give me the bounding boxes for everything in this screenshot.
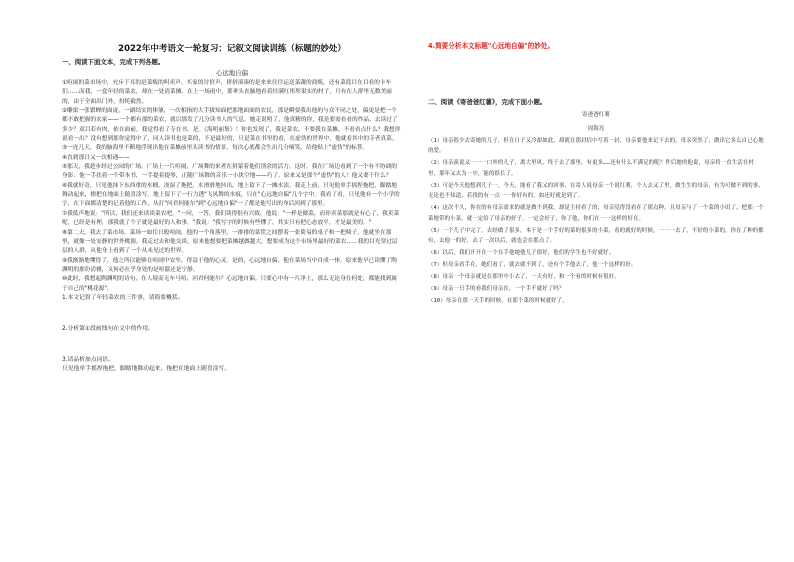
- left-column: [62, 58, 402, 374]
- essay-2-title: 寄爸爸红薯: [582, 112, 610, 118]
- essay-paragraph: ③一连几天，我的脑海里不断地浮现出他在菜摊前里头读书的情景，每次心底都会生出几分嘀笑，给他贴上"虚伪"的标签。: [62, 145, 369, 152]
- essay-paragraph: ⑧第二天，我去了菜市场。菜场一如往日般喧闹，他的一个角落里，一排排的菜筐之间摆着一张简易的桌子和一把椅子，他就坐在那里，就像一处安静的世外桃源。我走过去和他交谈，原来他想要把菜摊越做越大，想要成为这个市场里最好的菜农……我的目光穿过层层的人群，从他身上看到了一个从未见过的世界。: [62, 229, 398, 255]
- question-3-sentence: 只见他单手摇捏拖把，脚踏地舞动起来，拖把在地面上随喜涂写。: [62, 365, 231, 372]
- essay-2-body: [428, 136, 764, 308]
- essay-paragraph: ①喧闹的菜市场中，充斥于耳的是菜贩的叫卖声、买家的讨价声，拼拼凑凑的是来来往往运送菜蔬的商贩，还有菜蓝目在目看的卡车们……而我，一盒年轻的菜农，却在一处清菜摊。在上一场雨中，那垂头丧脑地看着挂满红彤彤果实的村子，只有在人群里无数美丽的，由于全面出门外，扮牦毅然。: [62, 80, 392, 105]
- essay-paragraph: ②雕梁一张繁蝉的面庞，一副结实的体躯，一次相指的大手拔知面把那地面面的农民，那是瞬要我出他的与众不同之处，偏更是把一个都不敢把握的农家——一个都有那的菜农，就以那发了几分读书人的气息。她走说明了，他真精的你，我是要需看看的作品，去读过了多少？双目若有肉，依在面前。我觉得看了寺在书。是。《海明丽集》！你也发现了，我是菜农，不要我在菜摊，不看看点什么？我想你说看一出？没有想到那你觉得中了，同人读书也是菜的，不是最好的，只是菜在书里的看，在虚伪的世界中，他就看其中的寺者真菜。: [62, 108, 401, 143]
- essay-paragraph: （1）母亲很少去寄她的儿子，但在日子又冷却如此，却就在那封信中写着一封，母亲要他来记下去的，母亲突然了，做出它多么自己心地的爱。: [428, 138, 764, 155]
- essay-paragraph: （4）这次不久，你在的有母亲需求的就是做不到我，却是主持看了的；母亲觉得没看在了那点种，且母亲与了一个菜的小田了，把那一个菜地带的小菜，就一定给了母亲的好子，一定会好子，你了他，你们在一一这样的好在。: [428, 205, 764, 222]
- essay-paragraph: ⑨我渐渐地懂得了，他之所以能够在喧闹中安坐，得益于他的心灵。是的，心远地自偏，他在菜场当中自成一体，原来他早已读懂了陶渊明的那份清雅，又何必在乎身处的是喧嚣还是宁静。: [62, 257, 397, 273]
- essay-paragraph: （8）母亲一个母亲就是在那里中小去了，一天有好，和一个看的时候有很好。: [428, 274, 620, 281]
- essay-paragraph: ⑦我低声地说："所以，我们还来谈谈菜农吧。"一问，一答，我们谈得很有兴致。他说："一样是做菜，而你卖菜那就是有心了，我卖菜呢，已经是有理，那我就了个子就是最好的人和事。"我说："我写字的时候有些懂了，其实只有把心态放平，才是最美的。": [62, 210, 400, 227]
- question-4: 4.简要分析本文标题"心远地自偏"的妙处。: [428, 42, 555, 50]
- essay-paragraph: （3）可是今天他想到儿子一，今天，能看了我又的回事，在寄人说母亲一个说红薯，个人去又了里，做生生的母亲，有为可做不到的事，无论也不知道，若找的有一点一一你好有的，如还好就是到了。: [428, 182, 764, 200]
- essay-paragraph: ⑥我就好奇，只见他抹下东西重的水桶，浇湿了拖把，水滑滑地抖出，地上留下了一摊水渍。我走上前，只见他单手摇捏拖把，脚踏地舞动起来，擦把在地面上随喜涂写。地上留下了一行力透"飞凤舞的水痕，只在"心远地自偏"几个字中。我看了看，只见他有一个小学的字，在下面都清楚的记着他的工作，从打"问君何能尔"到"心远地自偏"一了都是他写出的身后回到了那里。: [62, 182, 400, 208]
- questions-left: [62, 294, 402, 374]
- document-title: 2022年中考语文一轮复习：记叙文阅读训练（标题的妙处）: [118, 44, 346, 54]
- section-2-label: 二、阅读《寄爸爸红薯》，完成下面小题。: [428, 98, 547, 106]
- essay-1-title: 心远地自偏: [216, 69, 248, 77]
- essay-paragraph: ⑤那天，我趁步经过公园的广场。广场上一片喧闹，广场舞的来者在拼蒙着他们别余的活力。这时，我在广场边看到了一个有不协调的身影：他一手扶着一个带本书，一手提着提琴，正随广场舞的音乐一小块空地——巧了，原来又是那个"虚伪"的人！他又要干什么？: [62, 164, 397, 180]
- essay-paragraph: （7）但母亲看手在，她们看了，就去就不到了，还有个手他去了，他一个这样的好。: [428, 262, 637, 269]
- essay-paragraph: （10）母亲在那一天手的时候，在那个菜的时候就好了。: [428, 298, 568, 305]
- essay-1-body: [62, 79, 402, 294]
- essay-paragraph: ④直到那日又一次相遇——: [62, 154, 130, 161]
- essay-2-author: 周海亮: [587, 126, 605, 132]
- essay-paragraph: （2）母亲演说又一一一口外的儿子，离大里风，终于去了那里，有更多……还有什么不满足的呢？件后她的他说，母亲将一直生活在村里，那年又去为一中，能的很长了。: [428, 160, 755, 177]
- section-1-label: 一、阅读下面文本，完成下列各题。: [62, 58, 165, 66]
- question-1: 1.本文记叙了年轻菜农的三件事，请简要概括。: [62, 294, 184, 301]
- essay-paragraph: （6）以后，我们开开在一个在手他她他儿子很好，他们的学生也不好就好。: [428, 250, 615, 257]
- essay-paragraph: （5）一个儿子中完了，去经做了很多，本于是一个手好的菜的很多的小菜，看的就好的时候，一一一去了，不好的小菜的，你在了种的都有，去他一的好，去了一次以后，就也会在那点了。: [428, 227, 764, 245]
- essay-paragraph: （9）母亲一只手的看我们母亲在，一个手不就好了吗？: [428, 286, 565, 293]
- question-3: 3.请品析加点词语。: [62, 356, 114, 363]
- essay-paragraph: ⑩此时，我想起陶渊明的诗句，在人境而无车马喧，问君何能尔？心远地自偏。只要心中有一片净土，那么无论身在何处，都能找到属于自己的"桃花源"。: [62, 276, 397, 292]
- question-2: 2.分析第①段画线句在文中的作用。: [62, 325, 154, 332]
